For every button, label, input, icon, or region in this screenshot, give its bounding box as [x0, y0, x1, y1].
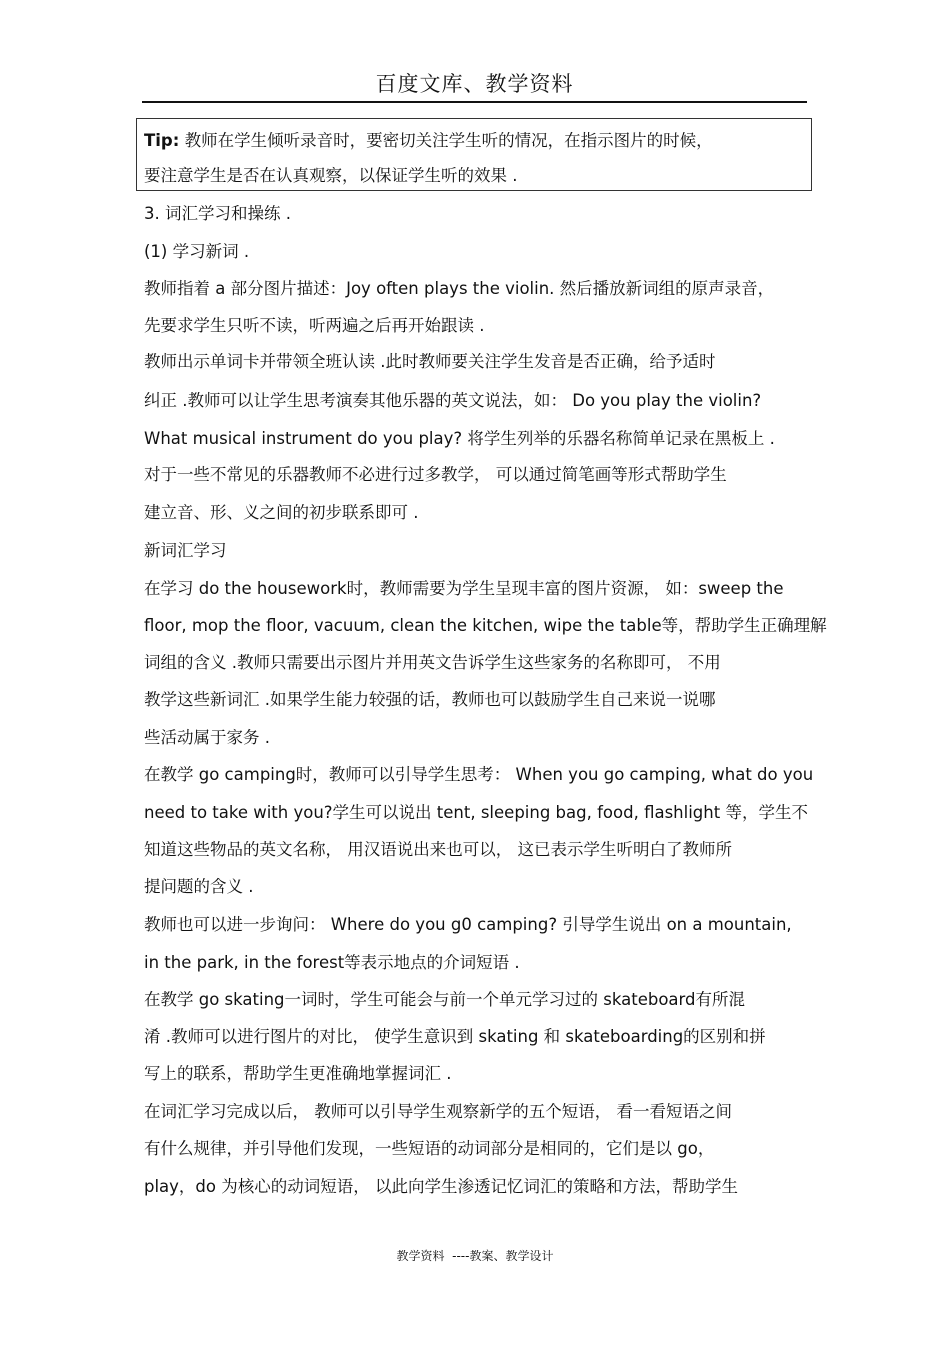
tip-line-2: 要注意学生是否在认真观察，以保证学生听的效果 .: [144, 166, 518, 185]
section-heading: 新词汇学习: [144, 541, 227, 560]
tip-box: [136, 118, 812, 191]
page-footer: 教学资料 ----教案、教学设计: [396, 1249, 554, 1263]
body-line: 写上的联系，帮助学生更准确地掌握词汇 .: [144, 1064, 452, 1083]
body-line: 教师指着 a 部分图片描述：Joy often plays the violin. 然后播放新词组的原声录音，: [144, 279, 775, 298]
body-line: need to take with you?学生可以说出 tent, sleeping bag, food, flashlight 等，学生不: [144, 803, 808, 822]
header-divider: [142, 101, 807, 103]
tip-line-1: [144, 123, 811, 158]
body-line: 知道这些物品的英文名称， 用汉语说出来也可以， 这已表示学生听明白了教师所: [144, 840, 732, 859]
page-header-title: 百度文库、教学资料: [375, 72, 574, 96]
body-line: 在学习 do the housework时，教师需要为学生呈现丰富的图片资源， 如：sweep the: [144, 579, 784, 598]
body-line: 纠正 .教师可以让学生思考演奏其他乐器的英文说法，如： Do you play the violin?: [144, 391, 762, 410]
tip-text-1: 教师在学生倾听录音时，要密切关注学生听的情况，在指示图片的时候，: [179, 131, 713, 150]
tip-label: Tip:: [144, 131, 180, 150]
body-line: 在词汇学习完成以后， 教师可以引导学生观察新学的五个短语， 看一看短语之间: [144, 1102, 732, 1121]
body-line: 有什么规律，并引导他们发现，一些短语的动词部分是相同的，它们是以 go，: [144, 1139, 715, 1158]
body-line: 在教学 go camping时，教师可以引导学生思考： When you go camping, what do you: [144, 765, 814, 784]
body-line: 提问题的含义 .: [144, 877, 254, 896]
body-line: What musical instrument do you play? 将学生列举的乐器名称简单记录在黑板上 .: [144, 429, 775, 448]
body-line: 教学这些新词汇 .如果学生能力较强的话，教师也可以鼓励学生自己来说一说哪: [144, 690, 716, 709]
body-line: floor, mop the floor, vacuum, clean the kitchen, wipe the table等，帮助学生正确理解: [144, 616, 827, 635]
body-line: 3. 词汇学习和操练 .: [144, 204, 291, 223]
body-line: play，do 为核心的动词短语， 以此向学生渗透记忆词汇的策略和方法，帮助学生: [144, 1177, 738, 1196]
body-line: 对于一些不常见的乐器教师不必进行过多教学， 可以通过简笔画等形式帮助学生: [144, 465, 727, 484]
body-line: 教师也可以进一步询问： Where do you g0 camping? 引导学生说出 on a mountain,: [144, 915, 792, 934]
body-line: 淆 .教师可以进行图片的对比， 使学生意识到 skating 和 skateboarding的区别和拼: [144, 1027, 766, 1046]
body-line: 建立音、形、义之间的初步联系即可 .: [144, 503, 419, 522]
body-line: (1) 学习新词 .: [144, 242, 250, 261]
body-line: in the park, in the forest等表示地点的介词短语 .: [144, 953, 520, 972]
body-line: 些活动属于家务 .: [144, 728, 270, 747]
body-line: 词组的含义 .教师只需要出示图片并用英文告诉学生这些家务的名称即可， 不用: [144, 653, 721, 672]
body-line: 教师出示单词卡并带领全班认读 .此时教师要关注学生发音是否正确，给予适时: [144, 352, 716, 371]
body-line: 先要求学生只听不读，听两遍之后再开始跟读 .: [144, 316, 485, 335]
body-line: 在教学 go skating一词时，学生可能会与前一个单元学习过的 skateboard有所混: [144, 990, 746, 1009]
